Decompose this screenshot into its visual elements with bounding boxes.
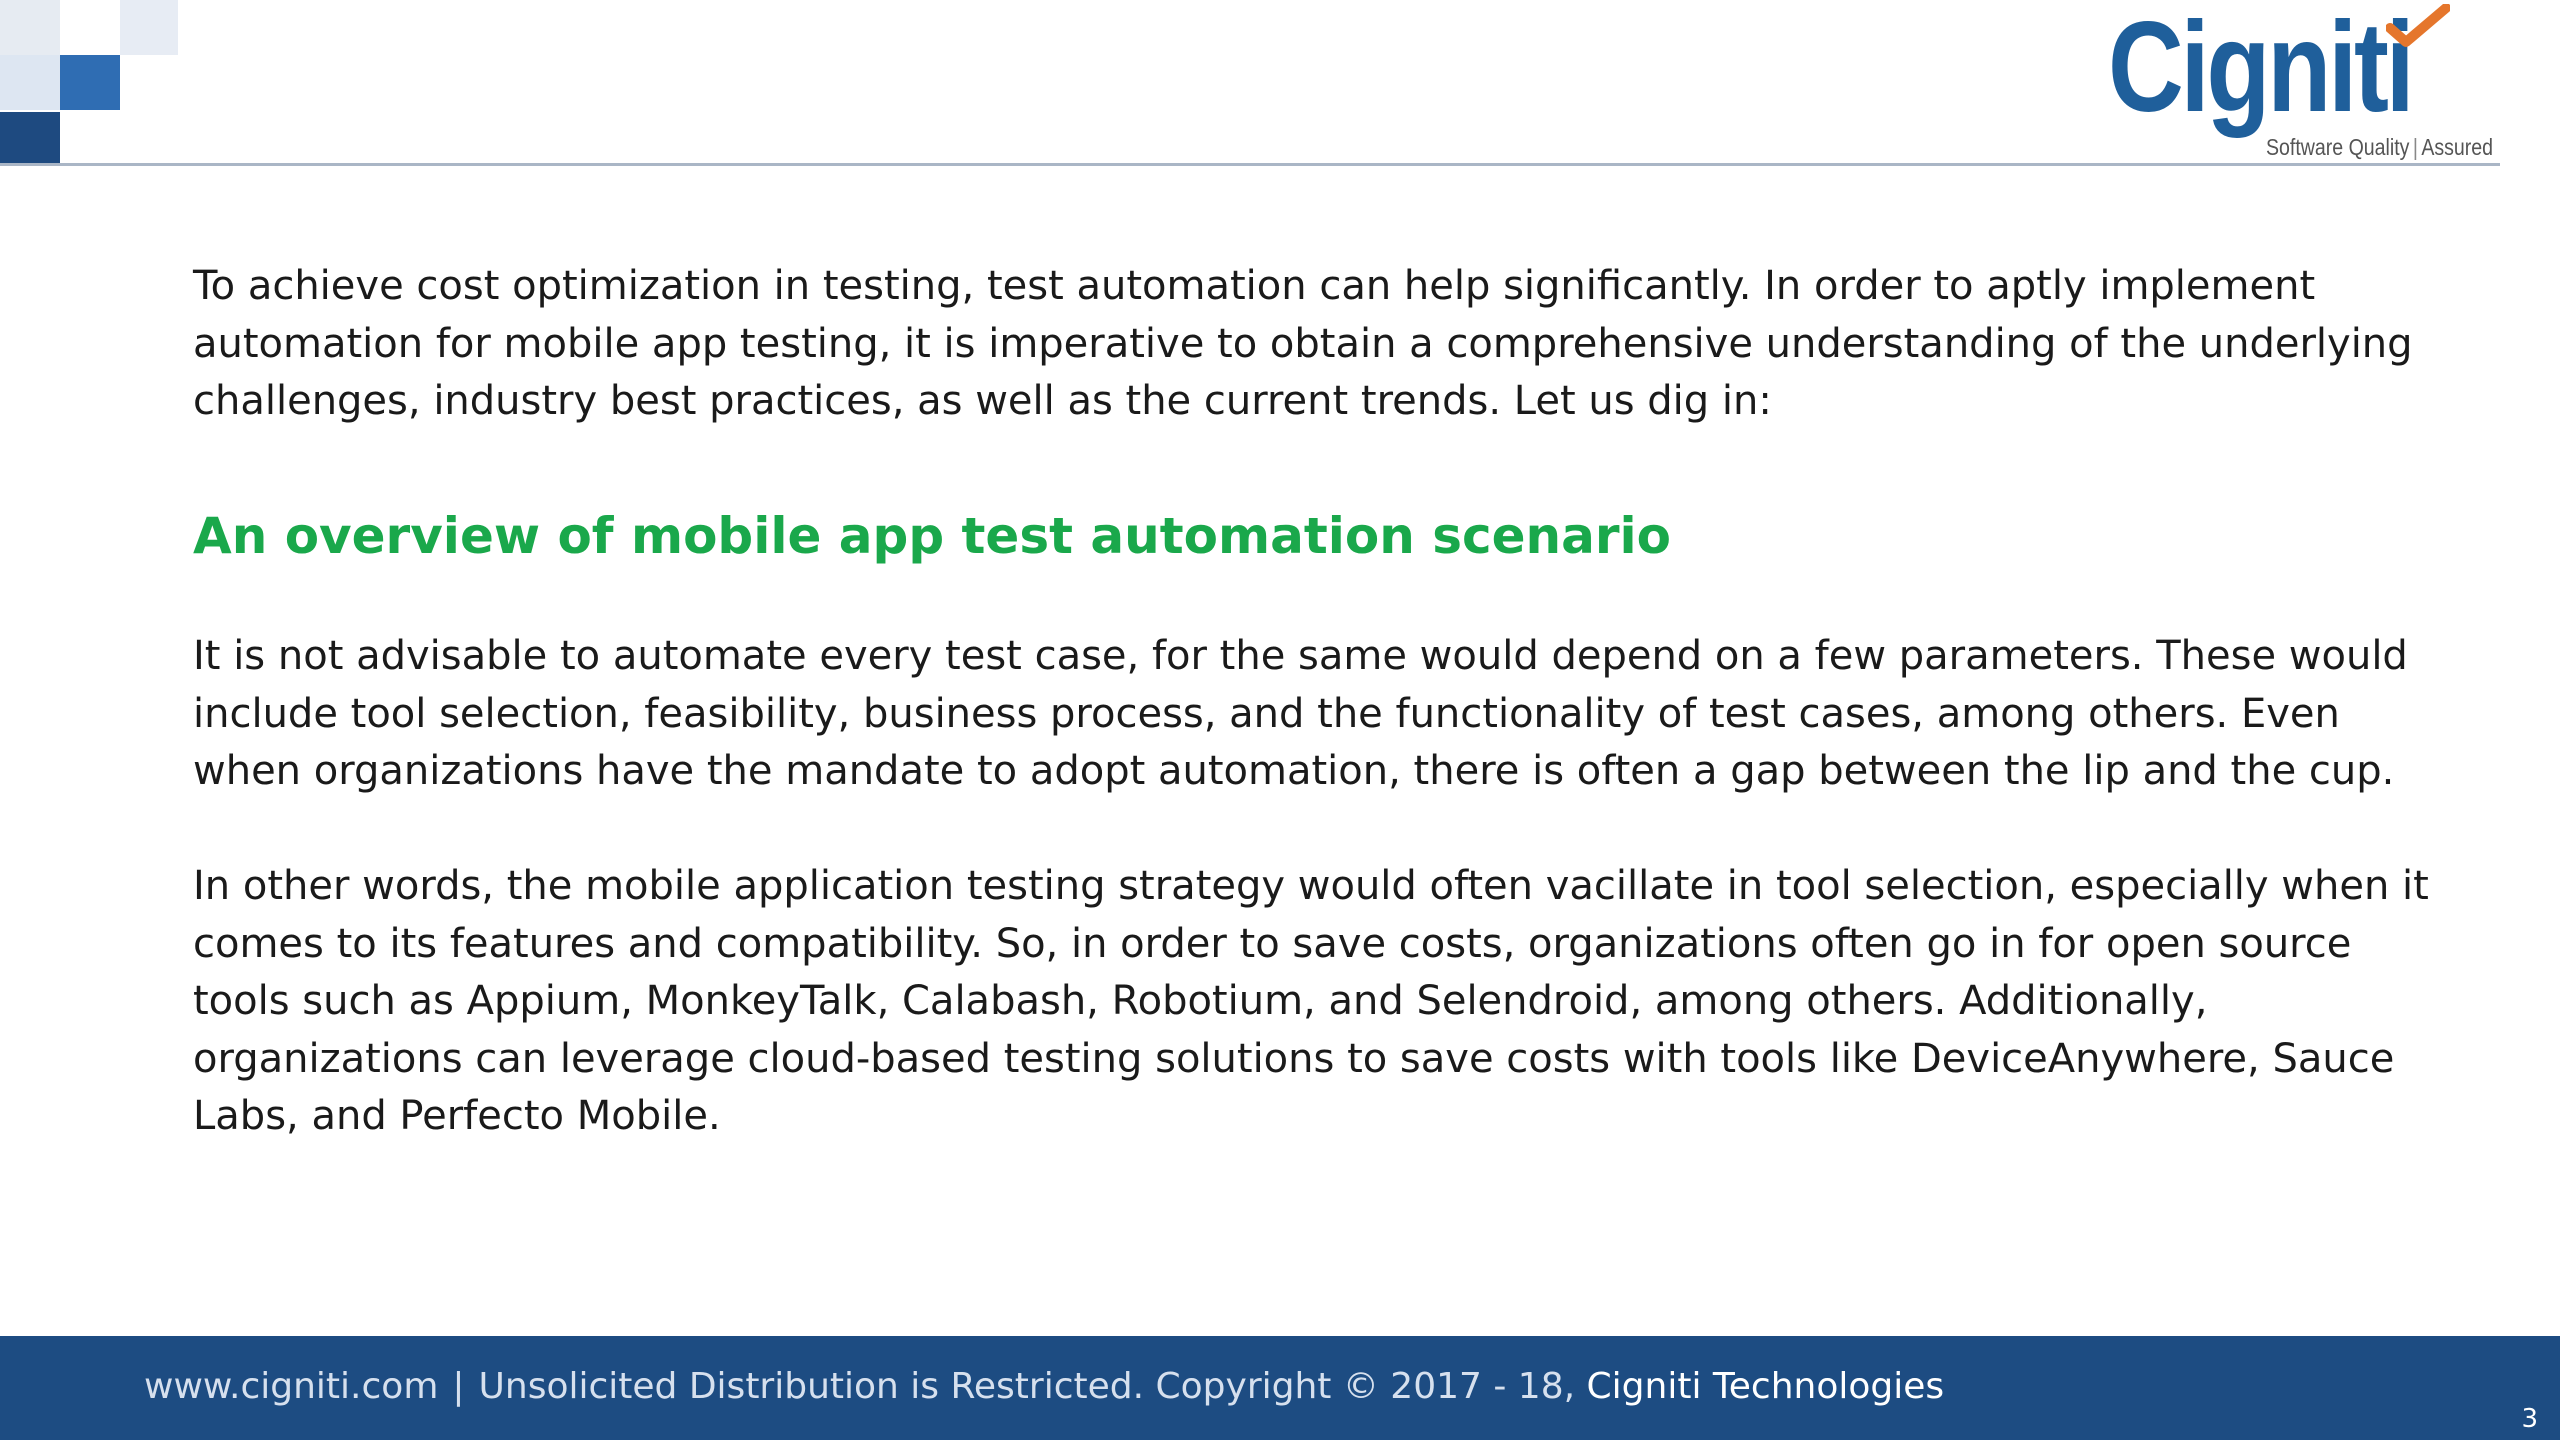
corner-square [0, 55, 60, 110]
logo-tagline-right: Assured [2421, 134, 2494, 160]
footer-bar [0, 1336, 2560, 1440]
logo-tagline-separator: | [2412, 134, 2418, 160]
cigniti-logo [2108, 0, 2508, 165]
corner-decoration [0, 0, 180, 168]
body-paragraph-3: In other words, the mobile application testing strategy would often vacillate in tool selection, especially when it comes to its features and compatibility. So, in order to save costs, organizations often go in for open source tools such as Appium, MonkeyTalk, Calabash, Robotium, and Selendroid, among others. Additionally, organizations can leverage cloud-based testing solutions to save costs with tools like DeviceAnywhere, Sauce Labs, and Perfecto Mobile. [193, 863, 2429, 1139]
footer-text [144, 1362, 1944, 1412]
checkmark-icon [2386, 4, 2450, 48]
header-divider [0, 163, 2500, 166]
logo-tagline-left: Software Quality [2266, 134, 2410, 160]
footer-website-link[interactable]: www.cigniti.com [144, 1366, 439, 1407]
logo-tagline [2266, 134, 2493, 161]
slide-content [193, 258, 2443, 1139]
section-heading: An overview of mobile app test automation scenario [193, 507, 1672, 565]
logo-wordmark: Cigniti [2108, 0, 2412, 139]
corner-square [0, 0, 60, 55]
footer-notice: Unsolicited Distribution is Restricted. Copyright © 2017 - 18, [478, 1366, 1576, 1407]
corner-square [120, 0, 178, 55]
corner-square [0, 112, 60, 166]
corner-square [60, 55, 120, 110]
footer-separator: | [452, 1366, 465, 1407]
intro-paragraph: To achieve cost optimization in testing, test automation can help significantly. In order to aptly implement automation for mobile app testing, it is imperative to obtain a comprehensive understanding of the underlying challenges, industry best practices, as well as the current trends. Let us dig in: [193, 263, 2413, 424]
footer-company: Cigniti Technologies [1586, 1366, 1945, 1407]
page-number: 3 [2521, 1404, 2538, 1434]
body-paragraph-2: It is not advisable to automate every test case, for the same would depend on a few parameters. These would include tool selection, feasibility, business process, and the functionality of test cases, among others. Even when organizations have the mandate to adopt automation, there is often a gap between the lip and the cup. [193, 633, 2408, 794]
